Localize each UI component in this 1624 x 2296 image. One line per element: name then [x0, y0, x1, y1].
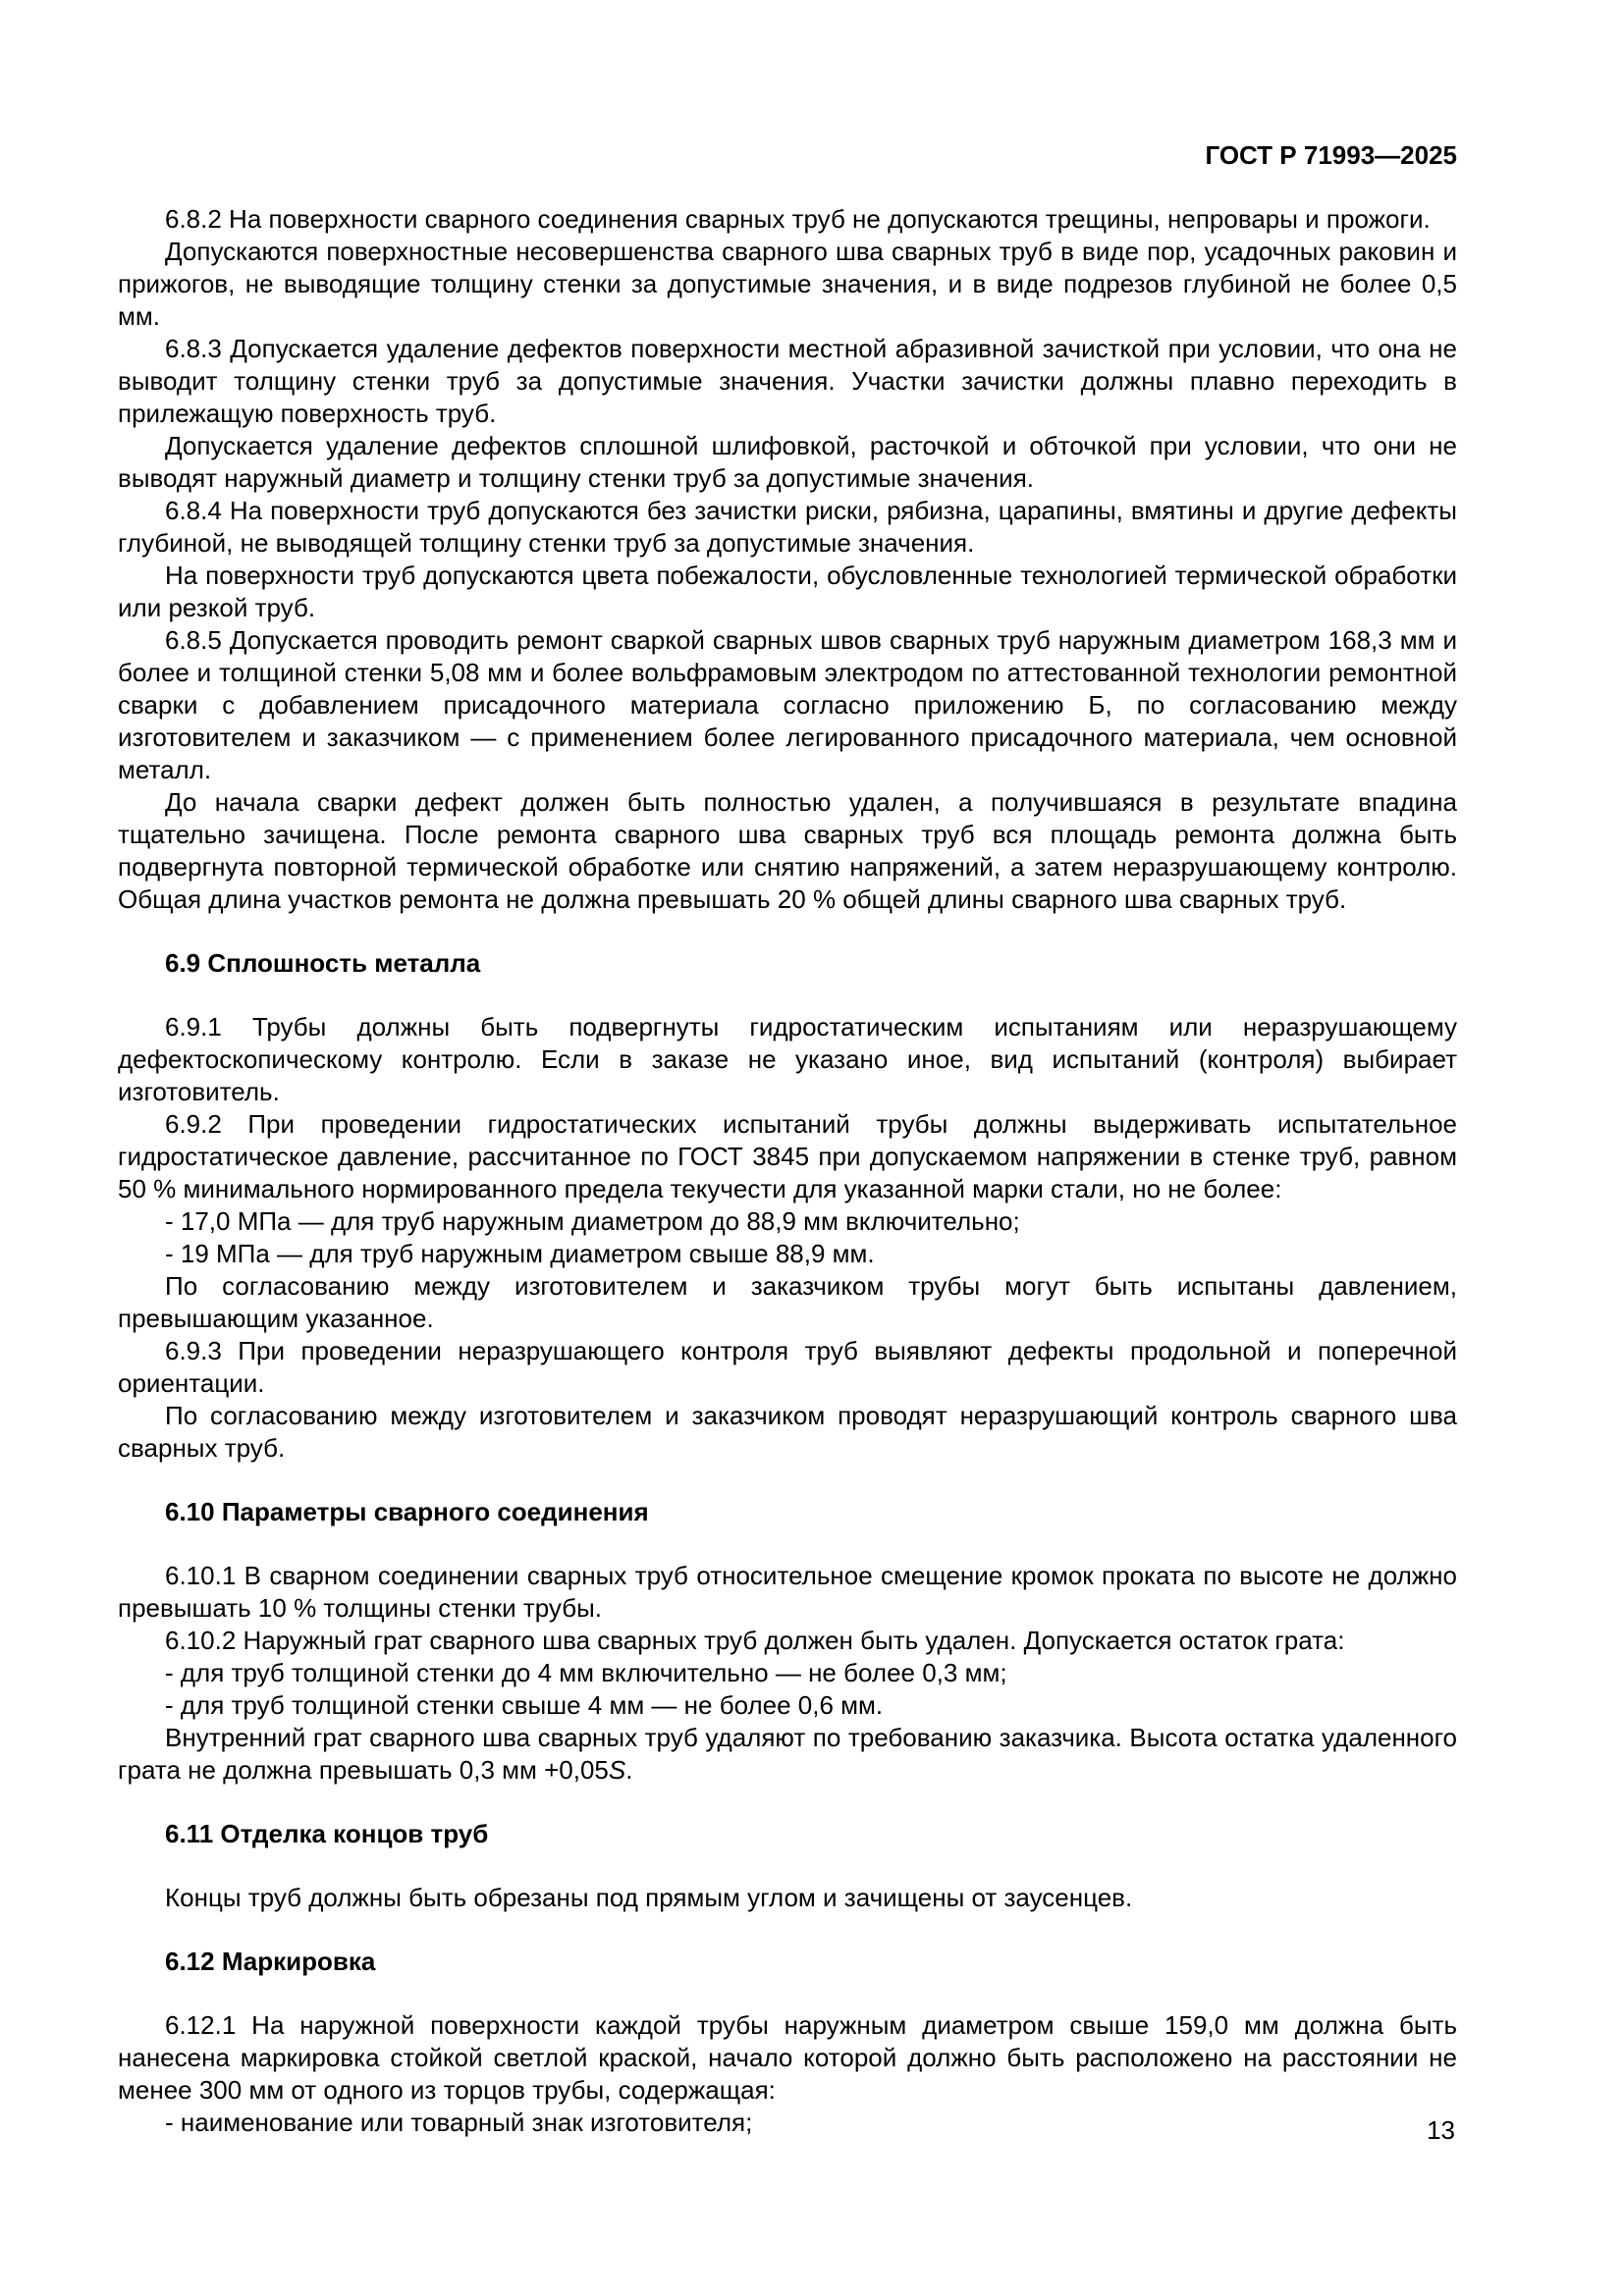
document-body [118, 203, 1457, 2139]
section-heading: 6.9 Сплошность металла [165, 948, 481, 978]
section-heading: 6.12 Маркировка [165, 1947, 376, 1976]
list-item: - 19 МПа — для труб наружным диаметром свыше 88,9 мм. [165, 1239, 875, 1268]
paragraph: По согласованию между изготовителем и заказчиком проводят неразрушающий контроль сварного шва сварных труб. [118, 1401, 1457, 1463]
list-item: - для труб толщиной стенки свыше 4 мм — не более 0,6 мм. [165, 1690, 884, 1720]
paragraph: 6.8.2 На поверхности сварного соединения сварных труб не допускаются трещины, непровары и прожоги. [165, 204, 1431, 234]
italic-text: S [608, 1755, 626, 1785]
paragraph: Допускаются поверхностные несовершенства сварного шва сварных труб в виде пор, усадочных раковин и прижогов, не выводящие толщину стенки за допустимые значения, и в виде подрезов глубиной не более 0,5 мм. [118, 237, 1457, 331]
paragraph: Концы труб должны быть обрезаны под прямым углом и зачищены от заусенцев. [165, 1883, 1133, 1912]
paragraph: 6.8.3 Допускается удаление дефектов поверхности местной абразивной зачисткой при условии, что она не выводит толщину стенки труб за допустимые значения. Участки зачистки должны плавно переходить в прилежащую поверхность труб. [118, 334, 1457, 428]
paragraph: 6.12.1 На наружной поверхности каждой трубы наружным диаметром свыше 159,0 мм должна быть нанесена маркировка стойкой светлой краской, начало которой должно быть расположено на расстоянии не менее 300 мм от одного из торцов трубы, содержащая: [118, 2010, 1457, 2105]
paragraph: 6.10.1 В сварном соединении сварных труб относительное смещение кромок проката по высоте не должно превышать 10 % толщины стенки трубы. [118, 1561, 1457, 1623]
paragraph [118, 1722, 1457, 1787]
paragraph: 6.8.4 На поверхности труб допускаются без зачистки риски, рябизна, царапины, вмятины и другие дефекты глубиной, не выводящей толщину стенки труб за допустимые значения. [118, 496, 1457, 558]
paragraph: По согласованию между изготовителем и заказчиком трубы могут быть испытаны давлением, превышающим указанное. [118, 1271, 1457, 1333]
document-footer [1427, 2114, 1455, 2147]
list-item: - наименование или товарный знак изготовителя; [165, 2108, 753, 2137]
document-title: ГОСТ Р 71993—2025 [1205, 140, 1457, 170]
paragraph: На поверхности труб допускаются цвета побежалости, обусловленные технологией термической обработки или резкой труб. [118, 561, 1457, 622]
page-number: 13 [1427, 2115, 1455, 2145]
paragraph: 6.8.5 Допускается проводить ремонт сваркой сварных швов сварных труб наружным диаметром 168,3 мм и более и толщиной стенки 5,08 мм и более вольфрамовым электродом по аттестованной технологии ремонтной сварки с добавлением присадочного материала согласно приложению Б, по согласованию между изготовителем и заказчиком — с применением более легированного присадочного материала, чем основной металл. [118, 625, 1457, 784]
text-run: . [625, 1755, 633, 1785]
paragraph: 6.9.3 При проведении неразрушающего контроля труб выявляют дефекты продольной и поперечной ориентации. [118, 1336, 1457, 1398]
section-heading: 6.11 Отделка концов труб [165, 1819, 489, 1848]
paragraph: 6.9.1 Трубы должны быть подвергнуты гидростатическим испытаниям или неразрушающему дефектоскопическому контролю. Если в заказе не указано иное, вид испытаний (контроля) выбирает изготовитель. [118, 1012, 1457, 1106]
paragraph: Допускается удаление дефектов сплошной шлифовкой, расточкой и обточкой при условии, что они не выводят наружный диаметр и толщину стенки труб за допустимые значения. [118, 431, 1457, 493]
list-item: - 17,0 МПа — для труб наружным диаметром до 88,9 мм включительно; [165, 1206, 1020, 1236]
paragraph: 6.9.2 При проведении гидростатических испытаний трубы должны выдерживать испытательное гидростатическое давление, рассчитанное по ГОСТ 3845 при допускаемом напряжении в стенке труб, равном 50 % минимального нормированного предела текучести для указанной марки стали, но не более: [118, 1109, 1457, 1203]
section-heading: 6.10 Параметры сварного соединения [165, 1497, 649, 1526]
list-item: - для труб толщиной стенки до 4 мм включительно — не более 0,3 мм; [165, 1658, 1007, 1687]
paragraph: До начала сварки дефект должен быть полностью удален, а получившаяся в результате впадина тщательно зачищена. После ремонта сварного шва сварных труб вся площадь ремонта должна быть подвергнута повторной термической обработке или снятию напряжений, а затем неразрушающему контролю. Общая длина участков ремонта не должна превышать 20 % общей длины сварного шва сварных труб. [118, 787, 1457, 914]
paragraph: 6.10.2 Наружный грат сварного шва сварных труб должен быть удален. Допускается остаток грата: [165, 1626, 1345, 1655]
text-run: Внутренний грат сварного шва сварных труб удаляют по требованию заказчика. Высота остатка удаленного грата не должна превышать 0,3 мм +0,05 [118, 1723, 1457, 1785]
document-header [118, 139, 1457, 172]
